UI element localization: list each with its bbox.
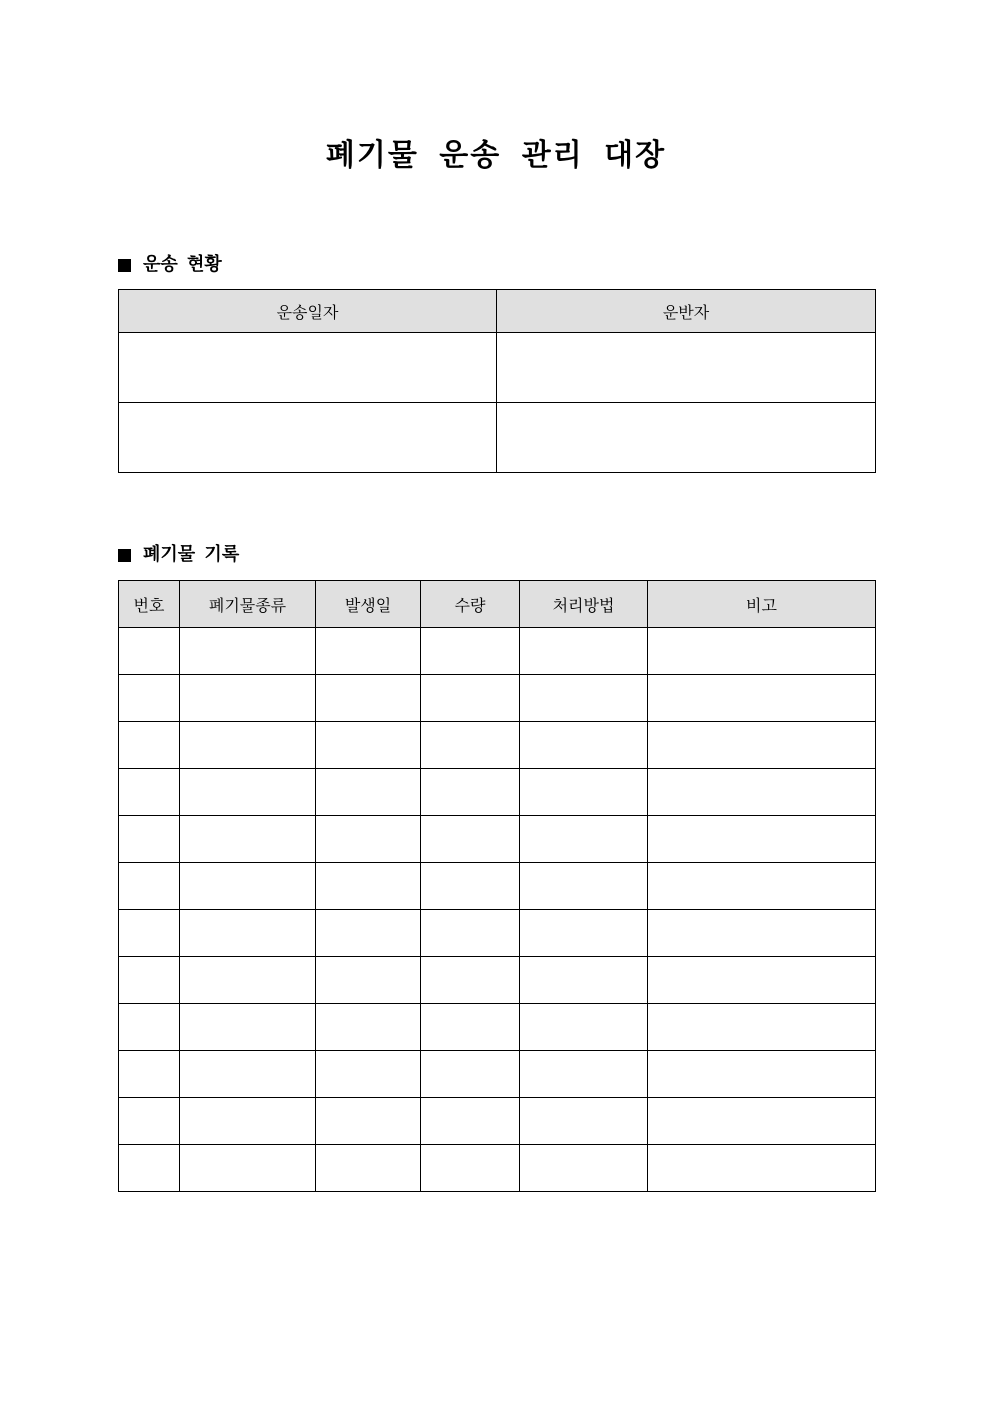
waste-table-row [119, 816, 876, 863]
column-header-occurrence-date: 발생일 [316, 581, 421, 628]
waste-table-row [119, 722, 876, 769]
waste-type-cell[interactable] [180, 675, 316, 722]
number-cell[interactable] [119, 910, 180, 957]
treatment-method-cell[interactable] [520, 910, 648, 957]
waste-record-table [118, 580, 876, 1192]
remarks-cell[interactable] [648, 863, 876, 910]
occurrence-date-cell[interactable] [316, 957, 421, 1004]
quantity-cell[interactable] [421, 863, 520, 910]
waste-header-row [119, 581, 876, 628]
remarks-cell[interactable] [648, 957, 876, 1004]
number-cell[interactable] [119, 769, 180, 816]
remarks-cell[interactable] [648, 816, 876, 863]
treatment-method-cell[interactable] [520, 816, 648, 863]
waste-table-row [119, 1098, 876, 1145]
waste-table-row [119, 1004, 876, 1051]
occurrence-date-cell[interactable] [316, 675, 421, 722]
waste-table-row [119, 910, 876, 957]
quantity-cell[interactable] [421, 910, 520, 957]
waste-table-row [119, 863, 876, 910]
waste-type-cell[interactable] [180, 1004, 316, 1051]
quantity-cell[interactable] [421, 1145, 520, 1192]
occurrence-date-cell[interactable] [316, 910, 421, 957]
quantity-cell[interactable] [421, 722, 520, 769]
treatment-method-cell[interactable] [520, 722, 648, 769]
treatment-method-cell[interactable] [520, 1004, 648, 1051]
number-cell[interactable] [119, 957, 180, 1004]
remarks-cell[interactable] [648, 722, 876, 769]
waste-table-row [119, 628, 876, 675]
number-cell[interactable] [119, 1145, 180, 1192]
waste-type-cell[interactable] [180, 863, 316, 910]
treatment-method-cell[interactable] [520, 675, 648, 722]
waste-table-row [119, 769, 876, 816]
occurrence-date-cell[interactable] [316, 1145, 421, 1192]
treatment-method-cell[interactable] [520, 1145, 648, 1192]
carrier-cell[interactable] [497, 333, 876, 403]
waste-type-cell[interactable] [180, 628, 316, 675]
number-cell[interactable] [119, 675, 180, 722]
transport-section-heading [118, 253, 222, 277]
remarks-cell[interactable] [648, 675, 876, 722]
waste-type-cell[interactable] [180, 1145, 316, 1192]
occurrence-date-cell[interactable] [316, 628, 421, 675]
transport-date-cell[interactable] [119, 333, 497, 403]
occurrence-date-cell[interactable] [316, 769, 421, 816]
waste-table-row [119, 957, 876, 1004]
occurrence-date-cell[interactable] [316, 1098, 421, 1145]
number-cell[interactable] [119, 628, 180, 675]
remarks-cell[interactable] [648, 769, 876, 816]
black-square-icon [118, 549, 131, 562]
remarks-cell[interactable] [648, 1004, 876, 1051]
quantity-cell[interactable] [421, 957, 520, 1004]
occurrence-date-cell[interactable] [316, 816, 421, 863]
treatment-method-cell[interactable] [520, 769, 648, 816]
number-cell[interactable] [119, 1004, 180, 1051]
treatment-method-cell[interactable] [520, 863, 648, 910]
quantity-cell[interactable] [421, 816, 520, 863]
quantity-cell[interactable] [421, 675, 520, 722]
quantity-cell[interactable] [421, 1098, 520, 1145]
number-cell[interactable] [119, 816, 180, 863]
quantity-cell[interactable] [421, 628, 520, 675]
waste-type-cell[interactable] [180, 910, 316, 957]
remarks-cell[interactable] [648, 1098, 876, 1145]
waste-type-cell[interactable] [180, 769, 316, 816]
waste-type-cell[interactable] [180, 816, 316, 863]
quantity-cell[interactable] [421, 1004, 520, 1051]
waste-table-row [119, 675, 876, 722]
quantity-cell[interactable] [421, 1051, 520, 1098]
treatment-method-cell[interactable] [520, 1051, 648, 1098]
remarks-cell[interactable] [648, 628, 876, 675]
transport-table-row [119, 333, 876, 403]
occurrence-date-cell[interactable] [316, 863, 421, 910]
remarks-cell[interactable] [648, 1145, 876, 1192]
number-cell[interactable] [119, 1098, 180, 1145]
column-header-transport-date: 운송일자 [119, 290, 497, 333]
occurrence-date-cell[interactable] [316, 1051, 421, 1098]
number-cell[interactable] [119, 1051, 180, 1098]
carrier-cell[interactable] [497, 403, 876, 473]
occurrence-date-cell[interactable] [316, 1004, 421, 1051]
transport-status-table [118, 289, 876, 473]
column-header-number: 번호 [119, 581, 180, 628]
treatment-method-cell[interactable] [520, 1098, 648, 1145]
occurrence-date-cell[interactable] [316, 722, 421, 769]
column-header-treatment-method: 처리방법 [520, 581, 648, 628]
transport-table-row [119, 403, 876, 473]
waste-type-cell[interactable] [180, 1098, 316, 1145]
remarks-cell[interactable] [648, 1051, 876, 1098]
number-cell[interactable] [119, 863, 180, 910]
black-square-icon [118, 259, 131, 272]
column-header-remarks: 비고 [648, 581, 876, 628]
transport-section-title: 운송 현황 [143, 254, 222, 275]
column-header-carrier: 운반자 [497, 290, 876, 333]
quantity-cell[interactable] [421, 769, 520, 816]
document-title: 폐기물 운송 관리 대장 [325, 138, 667, 173]
waste-section-heading [118, 543, 239, 567]
transport-header-row [119, 290, 876, 333]
waste-table-row [119, 1051, 876, 1098]
treatment-method-cell[interactable] [520, 628, 648, 675]
waste-table-row [119, 1145, 876, 1192]
waste-type-cell[interactable] [180, 722, 316, 769]
column-header-quantity: 수량 [421, 581, 520, 628]
number-cell[interactable] [119, 722, 180, 769]
transport-date-cell[interactable] [119, 403, 497, 473]
remarks-cell[interactable] [648, 910, 876, 957]
treatment-method-cell[interactable] [520, 957, 648, 1004]
column-header-waste-type: 폐기물종류 [180, 581, 316, 628]
waste-type-cell[interactable] [180, 957, 316, 1004]
waste-type-cell[interactable] [180, 1051, 316, 1098]
waste-section-title: 폐기물 기록 [143, 544, 240, 565]
